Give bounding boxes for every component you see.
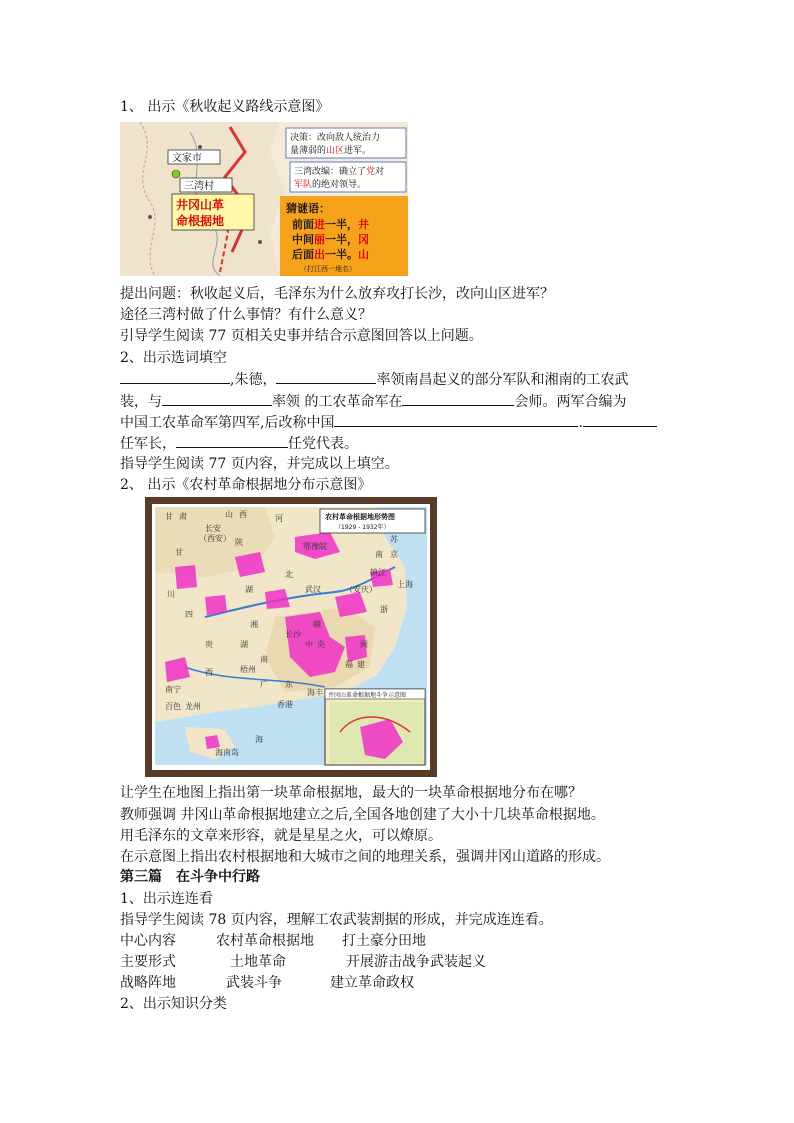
svg-text:西: 西 <box>205 668 213 677</box>
svg-text:央: 央 <box>317 640 325 649</box>
question-1: 提出问题：秋收起义后，毛泽东为什么放弃攻打长沙，改向山区进军？ <box>120 286 554 302</box>
svg-text:长安: 长安 <box>205 524 221 533</box>
svg-text:甘: 甘 <box>165 512 173 521</box>
label-wenjiashi: 文家市 <box>172 153 202 164</box>
decision-line-1: 决策：改向敌人统治力 <box>290 133 381 143</box>
blank-7[interactable] <box>176 433 288 448</box>
svg-text:三湾改编：确立了党对: 三湾改编：确立了党对 <box>294 167 385 177</box>
question-2: 途径三湾村做了什么事情？有什么意义？ <box>120 307 372 323</box>
paragraph-5: 指导学生阅读 78 页内容，理解工农武装割据的形成，并完成连连看。 <box>120 912 553 928</box>
svg-text:海丰: 海丰 <box>307 688 323 697</box>
paragraph-2: 教师强调 井冈山革命根据地建立之后,全国各地创建了大小十几块革命根据地。 <box>120 807 605 823</box>
svg-text:湘: 湘 <box>250 620 258 629</box>
question-3: 引导学生阅读 77 页相关史事并结合示意图回答以上问题。 <box>120 328 483 344</box>
svg-text:后面出一半。山: 后面出一半。山 <box>292 248 369 261</box>
riddle-title: 猜谜语： <box>286 202 330 215</box>
svg-text:苏: 苏 <box>390 535 398 544</box>
svg-text:贵: 贵 <box>205 640 213 649</box>
svg-text:量薄弱的山区进军。: 量薄弱的山区进军。 <box>290 146 372 156</box>
match-row: 中心内容 农村革命根据地 打土豪分田地 <box>120 933 426 949</box>
svg-text:（安庆）: （安庆） <box>345 585 377 594</box>
svg-text:建: 建 <box>357 660 365 669</box>
svg-text:中间丽一半，冈: 中间丽一半，冈 <box>292 233 369 246</box>
riddle-hint: （打江西一地名） <box>300 265 356 273</box>
rural-bases-map <box>145 497 437 777</box>
svg-text:海: 海 <box>255 735 263 744</box>
fill-line-2: 装，与 率领 的工农革命军在 会师。两军合编为 <box>120 391 626 412</box>
heading-fill-in: 2、出示选词填空 <box>120 350 227 366</box>
svg-text:赣: 赣 <box>313 620 321 629</box>
inset-title: 井冈山革命根据地斗争示意图 <box>328 692 407 699</box>
svg-text:甘: 甘 <box>175 548 183 557</box>
svg-text:四: 四 <box>185 610 193 619</box>
autumn-uprising-route-map <box>120 122 408 276</box>
match-row: 战略阵地 武装斗争 建立革命政权 <box>120 975 414 991</box>
blank-2[interactable] <box>276 369 376 384</box>
svg-text:军队的绝对领导。: 军队的绝对领导。 <box>294 180 367 190</box>
svg-text:海南岛: 海南岛 <box>215 748 239 757</box>
chapter-heading: 第三篇 在斗争中行路 <box>120 869 260 885</box>
blank-1[interactable] <box>120 369 230 384</box>
svg-text:湖: 湖 <box>240 640 248 649</box>
svg-text:福: 福 <box>345 660 353 669</box>
heading-rural-bases-map: 2、 出示《农村革命根据地分布示意图》 <box>120 477 372 493</box>
svg-text:香港: 香港 <box>277 700 293 709</box>
svg-text:前面进一半，井: 前面进一半，井 <box>292 218 369 231</box>
svg-text:（西安）: （西安） <box>199 534 231 543</box>
label-jinggangshan-2: 命根据地 <box>176 214 225 228</box>
svg-text:南: 南 <box>375 550 383 559</box>
svg-text:南宁: 南宁 <box>165 685 181 694</box>
svg-text:鄂豫皖: 鄂豫皖 <box>303 542 327 551</box>
map2-title: 农村革命根据地形势图 <box>325 513 395 521</box>
svg-text:川: 川 <box>167 590 175 599</box>
svg-text:浙: 浙 <box>380 605 388 614</box>
svg-text:山: 山 <box>225 510 233 519</box>
blank-6[interactable] <box>583 412 657 427</box>
blank-5[interactable] <box>334 412 578 427</box>
fill-line-3: 中国工农革命军第四军,后改称中国 . <box>120 412 657 433</box>
fill-line-4: 任军长， 任党代表。 <box>120 433 358 454</box>
svg-text:梧州: 梧州 <box>240 665 256 674</box>
blank-3[interactable] <box>162 391 272 406</box>
svg-text:北: 北 <box>285 570 293 579</box>
svg-text:中: 中 <box>305 640 313 649</box>
svg-text:上海: 上海 <box>397 580 413 589</box>
question-4: 指导学生阅读 77 页内容，并完成以上填空。 <box>120 456 399 472</box>
svg-text:陕: 陕 <box>235 538 243 547</box>
svg-text:南: 南 <box>260 655 268 664</box>
svg-text:湖: 湖 <box>245 585 253 594</box>
svg-text:广: 广 <box>260 680 268 689</box>
heading-autumn-uprising-map: 1、 出示《秋收起义路线示意图》 <box>120 99 330 115</box>
svg-text:长沙: 长沙 <box>285 630 301 639</box>
svg-text:龙州: 龙州 <box>185 702 201 711</box>
svg-text:京: 京 <box>390 550 398 559</box>
fill-line-1: ,朱德， 率领南昌起义的部分军队和湘南的工农武 <box>120 369 628 390</box>
svg-text:百色: 百色 <box>165 702 181 711</box>
svg-text:闽: 闽 <box>360 640 368 649</box>
paragraph-4: 在示意图上指出农村根据地和大城市之间的地理关系，强调井冈山道路的形成。 <box>120 849 610 865</box>
label-jinggangshan-1: 井冈山革 <box>176 198 225 212</box>
blank-4[interactable] <box>402 391 514 406</box>
heading-knowledge-classification: 2、出示知识分类 <box>120 996 227 1012</box>
svg-text:河: 河 <box>275 514 283 523</box>
map2-years: （1929 - 1932年） <box>335 524 390 531</box>
svg-text:武汉: 武汉 <box>305 585 321 594</box>
svg-text:肃: 肃 <box>179 512 187 521</box>
label-sanwancun: 三湾村 <box>184 181 214 192</box>
svg-text:镇江: 镇江 <box>370 568 386 577</box>
paragraph-3: 用毛泽东的文章来形容，就是星星之火，可以燎原。 <box>120 828 442 844</box>
svg-text:东: 东 <box>285 680 293 689</box>
paragraph-1: 让学生在地图上指出第一块革命根据地，最大的一块革命根据地分布在哪？ <box>120 785 582 801</box>
heading-matching: 1、出示连连看 <box>120 891 213 907</box>
match-row: 主要形式 土地革命 开展游击战争武装起义 <box>120 954 486 970</box>
svg-text:西: 西 <box>239 510 247 519</box>
